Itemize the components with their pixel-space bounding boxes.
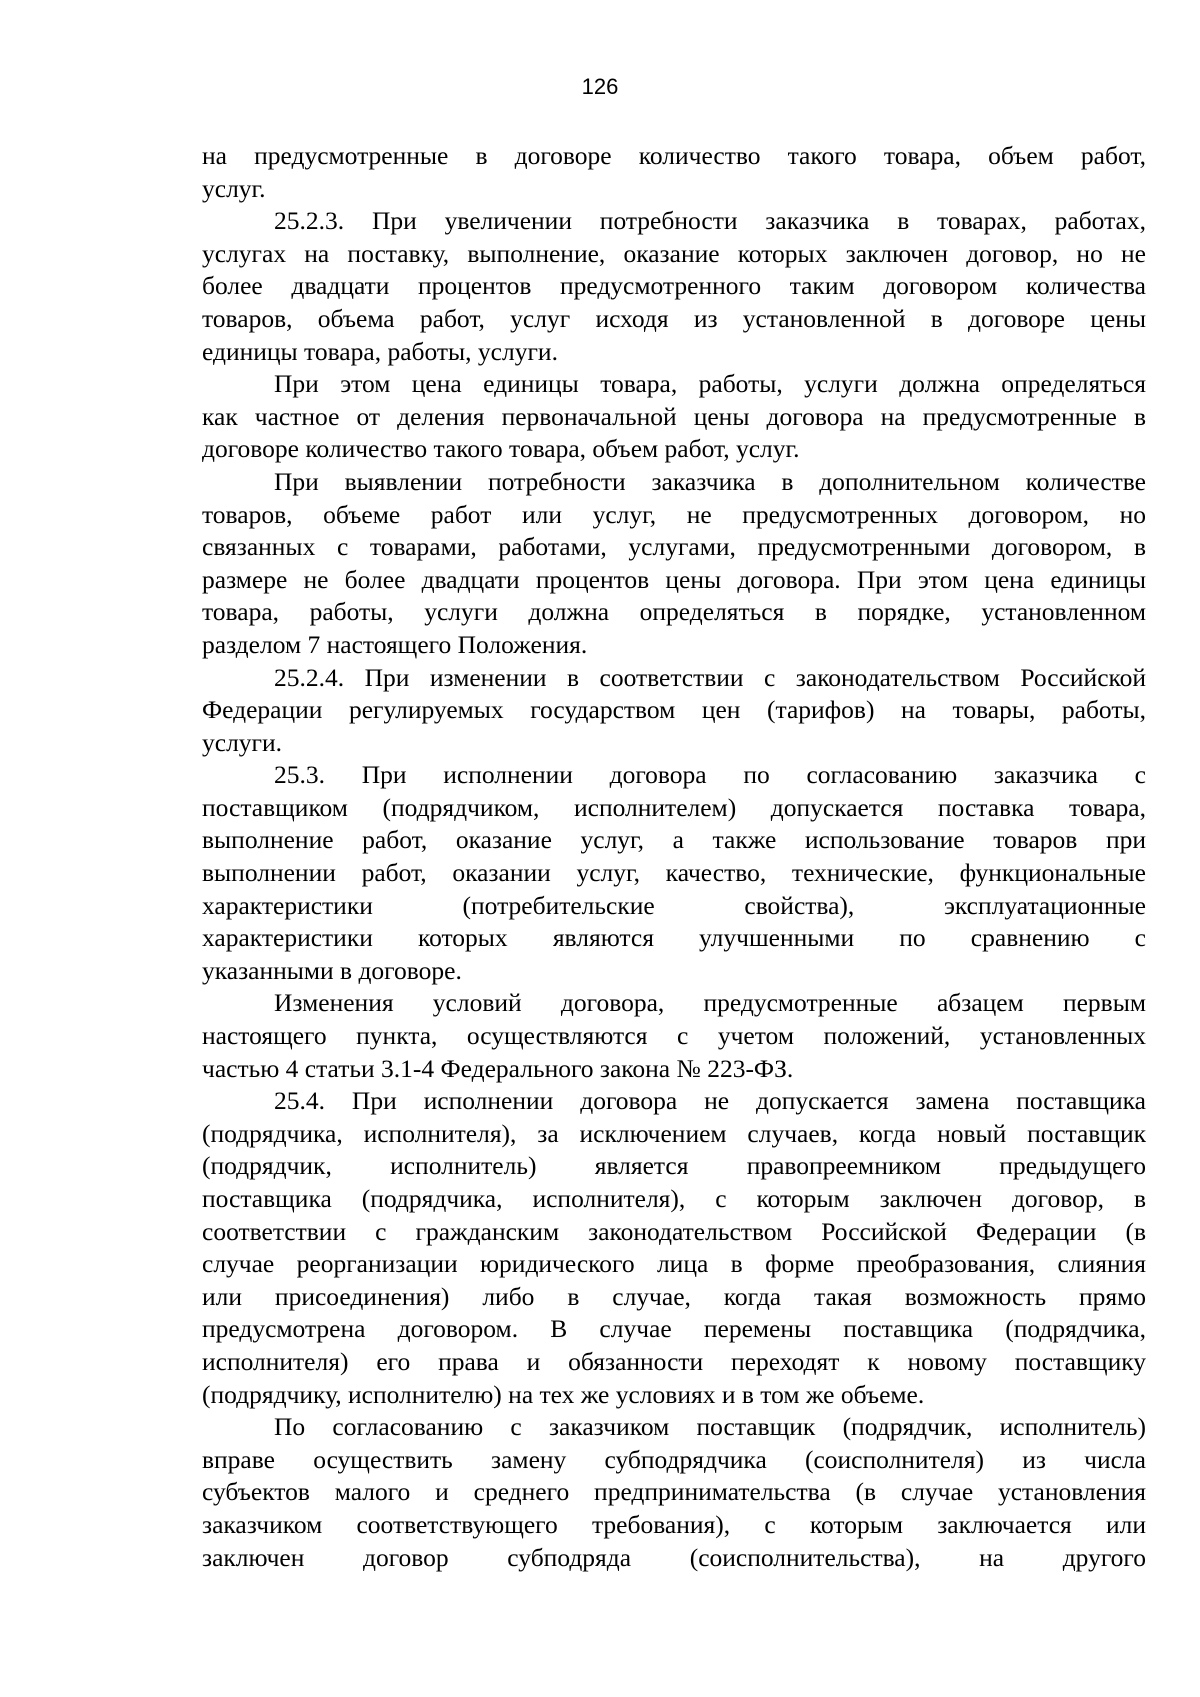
text-line: или присоединения) либо в случае, когда такая возможность прямо [202,1281,1146,1311]
paragraph [202,1085,1146,1411]
text-line: Федерации регулируемых государством цен (тарифов) на товары, работы, [202,695,1146,725]
text-line: поставщика (подрядчика, исполнителя), с которым заключен договор, в [202,1184,1146,1213]
text-line: (подрядчик, исполнитель) является правопреемником предыдущего [202,1151,1146,1181]
text-line: По согласованию с заказчиком поставщик (подрядчик, исполнитель) [274,1412,1146,1442]
paragraph [202,140,1146,205]
text-line: как частное от деления первоначальной цены договора на предусмотренные в [202,401,1146,431]
text-line: связанных с товарами, работами, услугами, предусмотренными договором, в [202,532,1146,562]
text-line: товаров, объеме работ или услуг, не предусмотренных договором, но [202,499,1146,529]
text-line: размере не более двадцати процентов цены договора. При этом цена единицы [202,564,1146,594]
text-line: При этом цена единицы товара, работы, услуги должна определяться [274,369,1146,399]
text-line: При выявлении потребности заказчика в дополнительном количестве [274,466,1146,496]
text-line: 25.2.4. При изменении в соответствии с законодательством Российской [274,662,1146,692]
text-line: случае реорганизации юридического лица в форме преобразования, слияния [202,1249,1146,1279]
text-line: поставщиком (подрядчиком, исполнителем) допускается поставка товара, [202,792,1146,822]
text-line: на предусмотренные в договоре количество такого товара, объем работ, [202,141,1146,170]
text-line: разделом 7 настоящего Положения. [202,629,588,659]
text-line: Изменения условий договора, предусмотренные абзацем первым [274,988,1146,1018]
text-line: вправе осуществить замену субподрядчика (соисполнителя) из числа [202,1444,1146,1474]
paragraph [202,662,1146,760]
text-line: услуг. [202,173,266,203]
text-line: предусмотрена договором. В случае перемены поставщика (подрядчика, [202,1314,1146,1344]
text-line: выполнении работ, оказании услуг, качество, технические, функциональные [202,858,1146,888]
text-line: единицы товара, работы, услуги. [202,336,558,366]
text-line: 25.4. При исполнении договора не допускается замена поставщика [274,1086,1146,1116]
paragraph [202,759,1146,987]
text-line: указанными в договоре. [202,955,462,985]
text-line: товара, работы, услуги должна определяться в порядке, установленном [202,597,1146,627]
text-line: 25.2.3. При увеличении потребности заказчика в товарах, работах, [274,206,1146,236]
text-line: субъектов малого и среднего предпринимательства (в случае установления [202,1477,1146,1507]
text-line: (подрядчика, исполнителя), за исключением случаев, когда новый поставщик [202,1118,1146,1148]
text-line: услугах на поставку, выполнение, оказание которых заключен договор, но не [202,238,1146,268]
text-line: соответствии с гражданским законодательством Российской Федерации (в [202,1216,1146,1246]
paragraph [202,987,1146,1085]
text-line: (подрядчику, исполнителю) на тех же условиях и в том же объеме. [202,1379,925,1409]
text-line: более двадцати процентов предусмотренного таким договором количества [202,271,1146,301]
text-line: настоящего пункта, осуществляются с учетом положений, установленных [202,1021,1146,1051]
text-line: договоре количество такого товара, объем работ, услуг. [202,434,800,464]
text-line: заказчиком соответствующего требования), с которым заключается или [202,1509,1146,1539]
text-line: выполнение работ, оказание услуг, а также использование товаров при [202,825,1146,855]
paragraph [202,1411,1146,1574]
text-line: товаров, объема работ, услуг исходя из установленной в договоре цены [202,303,1146,333]
text-line: характеристики которых являются улучшенными по сравнению с [202,923,1146,953]
text-line: характеристики (потребительские свойства), эксплуатационные [202,890,1146,920]
text-line: услуги. [202,727,283,757]
text-line: 25.3. При исполнении договора по согласованию заказчика с [274,760,1146,790]
document-body [202,140,1146,1574]
paragraph [202,205,1146,368]
text-line: заключен договор субподряда (соисполнительства), на другого [202,1542,1146,1572]
paragraph [202,466,1146,662]
text-line: исполнителя) его права и обязанности переходят к новому поставщику [202,1346,1146,1376]
paragraph [202,368,1146,466]
page-number: 126 [581,74,619,99]
text-line: частью 4 статьи 3.1-4 Федерального закона № 223-ФЗ. [202,1053,794,1083]
